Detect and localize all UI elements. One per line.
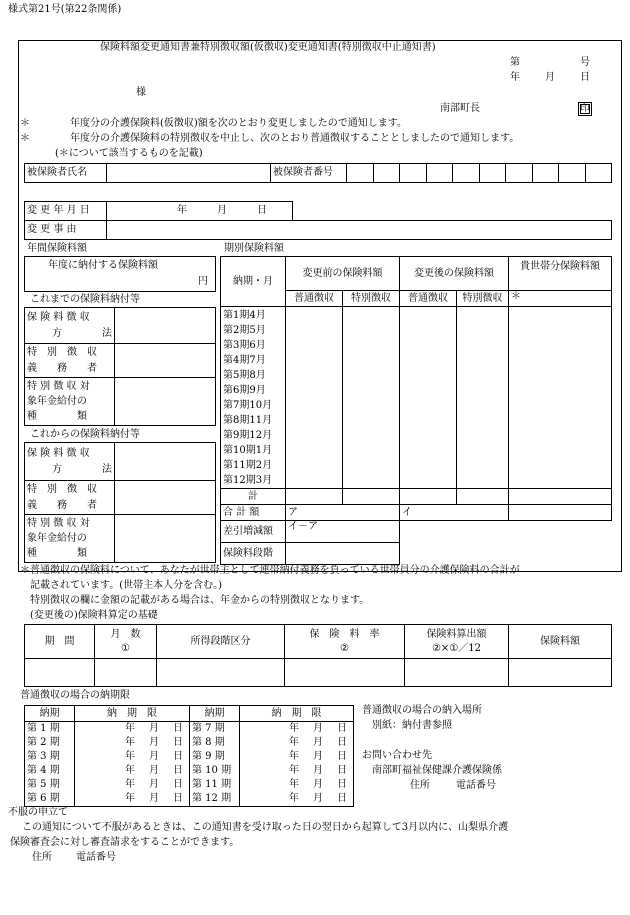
sum-household[interactable] — [509, 505, 612, 521]
due-date-d: 日 — [337, 779, 347, 790]
notice-note: (＊について該当するものを記載) — [55, 148, 203, 159]
notice2-mark: ＊ — [20, 133, 30, 144]
due-col-deadline: 納 期 限 — [75, 706, 190, 722]
change-date-label: 変 更 年 月 日 — [25, 202, 107, 221]
household-values[interactable] — [509, 307, 612, 489]
pay-place-label: 普通徴収の場合の納入場所 — [362, 705, 482, 716]
insured-name-field[interactable] — [107, 164, 271, 183]
footnote1b: 記載されています。(世帯主本人分を含む。) — [30, 580, 223, 591]
after-method-label: 保 険 料 徴 収 方 法 — [25, 443, 115, 481]
annual-label: 年間保険料額 — [27, 243, 87, 254]
due-right-periods: 第 7 期 第 8 期 第 9 期 第 10 期 第 11 期 第 12 期 — [190, 722, 240, 807]
annual-unit: 円 — [198, 276, 208, 287]
col-household-header: 貴世帯分保険料額 — [509, 257, 612, 291]
before-special-values[interactable] — [343, 307, 400, 489]
due-date-m: 月 — [149, 765, 159, 776]
total-cell[interactable] — [343, 489, 400, 505]
due-date-row — [77, 750, 187, 764]
due-date-y: 年 — [125, 723, 135, 734]
due-date-m: 月 — [313, 751, 323, 762]
total-cell[interactable] — [509, 489, 612, 505]
basis-period: 期 間 — [25, 625, 95, 659]
due-date-y: 年 — [289, 723, 299, 734]
due-date-row — [77, 792, 187, 806]
sum-i: イ — [400, 505, 509, 521]
contact-label: お問い合わせ先 — [362, 750, 432, 761]
due-date-d: 日 — [337, 737, 347, 748]
change-date-field[interactable] — [107, 202, 293, 221]
basis-months: 月 数 ① — [95, 625, 157, 659]
tier-label: 保険料段階 — [221, 543, 286, 565]
basis-income: 所得段階区分 — [157, 625, 285, 659]
due-date-row — [242, 764, 351, 778]
after-method-field[interactable] — [115, 443, 216, 481]
change-date-year: 年 — [177, 205, 187, 216]
after-obligor-label: 特 別 徴 収 義 務 者 — [25, 481, 115, 515]
notice2-text: 年度分の介護保険料の特別徴収を中止し、次のとおり普通徴収することとしましたので通知します。 — [70, 133, 520, 144]
due-date-m: 月 — [313, 779, 323, 790]
due-date-d: 日 — [337, 765, 347, 776]
insured-no-digit[interactable] — [585, 164, 612, 183]
date-month: 月 — [545, 72, 555, 83]
basis-cell[interactable] — [25, 659, 95, 687]
change-table — [24, 201, 612, 240]
footnote2: 特別徴収の欄に金額の記載がある場合は、年金からの特別徴収となります。 — [30, 595, 370, 606]
appeal-phone: 電話番号 — [76, 852, 116, 863]
basis-rate: 保 険 料 率 ② — [285, 625, 405, 659]
appeal-address: 住所 — [32, 852, 52, 863]
blank-cell — [400, 521, 612, 543]
insured-name-label: 被保険者氏名 — [25, 164, 107, 183]
blank-cell — [293, 202, 612, 221]
blank-cell — [400, 543, 612, 565]
diff-value: イ－ア — [286, 521, 400, 543]
due-date-y: 年 — [289, 737, 299, 748]
insured-no-digit[interactable] — [453, 164, 480, 183]
due-date-row — [242, 792, 351, 806]
col-after-header: 変更後の保険料額 — [400, 257, 509, 291]
due-date-row — [242, 736, 351, 750]
due-date-y: 年 — [289, 793, 299, 804]
due-left-dates[interactable] — [75, 722, 190, 807]
total-cell[interactable] — [400, 489, 457, 505]
due-date-d: 日 — [337, 751, 347, 762]
due-date-row — [242, 778, 351, 792]
before-method-label: 保 険 料 徴 収 方 法 — [25, 308, 115, 344]
sum-a: ア — [286, 505, 400, 521]
contact-dept: 南部町福祉保健課介護保険係 — [372, 765, 502, 776]
household-mark: ＊ — [509, 291, 612, 307]
appeal-text-1: この通知について不服があるときは、この通知書を受け取った日の翌日から起算して3月以内に、山梨県介護 — [22, 822, 509, 833]
basis-cell[interactable] — [95, 659, 157, 687]
total-cell[interactable] — [457, 489, 509, 505]
insured-no-digit[interactable] — [426, 164, 453, 183]
due-date-y: 年 — [125, 765, 135, 776]
due-date-d: 日 — [173, 751, 183, 762]
after-pension-label: 特 別 徴 収 対 象年金給付の 種 類 — [25, 515, 115, 563]
basis-cell[interactable] — [157, 659, 285, 687]
change-reason-label: 変 更 事 由 — [25, 221, 107, 240]
before-pension-label: 特 別 徴 収 対 象年金給付の 種 類 — [25, 378, 115, 426]
date-day: 日 — [580, 72, 590, 83]
appeal-label: 不服の申立て — [8, 807, 68, 818]
col-period-header: 納期・月 — [221, 257, 286, 307]
insured-no-digit[interactable] — [506, 164, 533, 183]
issuer: 南部町長 — [440, 103, 480, 114]
basis-calc: 保険料算出額 ②×①／12 — [405, 625, 509, 659]
basis-table — [24, 624, 612, 687]
after-normal-values[interactable] — [400, 307, 457, 489]
due-date-m: 月 — [149, 737, 159, 748]
before-table — [24, 307, 216, 426]
insured-table — [24, 163, 612, 183]
due-date-m: 月 — [149, 793, 159, 804]
basis-cell[interactable] — [285, 659, 405, 687]
due-date-row — [77, 736, 187, 750]
due-date-row — [77, 778, 187, 792]
insured-no-digit[interactable] — [479, 164, 506, 183]
notice1-text: 年度分の介護保険料(仮徴収)額を次のとおり変更しましたので通知します。 — [70, 118, 408, 129]
due-date-m: 月 — [149, 723, 159, 734]
due-col-period: 納期 — [25, 706, 75, 722]
after-special-values[interactable] — [457, 307, 509, 489]
insured-no-digit[interactable] — [373, 164, 400, 183]
before-obligor-label: 特 別 徴 収 義 務 者 — [25, 344, 115, 378]
due-date-y: 年 — [125, 751, 135, 762]
basis-cell[interactable] — [405, 659, 509, 687]
due-date-m: 月 — [313, 765, 323, 776]
change-reason-field[interactable] — [107, 221, 612, 240]
period-table — [220, 256, 612, 565]
after-obligor-field[interactable] — [115, 481, 216, 515]
date-year: 年 — [510, 72, 520, 83]
insured-no-label: 被保険者番号 — [271, 164, 347, 183]
due-date-row — [242, 750, 351, 764]
form-number: 様式第21号(第22条関係) — [8, 4, 122, 15]
change-date-month: 月 — [217, 205, 227, 216]
total-label: 計 — [221, 489, 286, 505]
insured-no-digit[interactable] — [347, 164, 374, 183]
pay-place-value: 別紙：納付書参照 — [372, 720, 452, 731]
due-date-y: 年 — [125, 779, 135, 790]
period-list: 第1期4月 第2期5月 第3期6月 第4期7月 第5期8月 第6期9月 第7期10月 第8期11月 第9期12月 第10期1月 第11期2月 第12期3月 — [221, 307, 286, 489]
col-before-special: 特別徴収 — [343, 291, 400, 307]
due-date-m: 月 — [149, 751, 159, 762]
before-pension-field[interactable] — [115, 378, 216, 426]
change-date-day: 日 — [257, 205, 267, 216]
insured-no-digit[interactable] — [559, 164, 586, 183]
due-date-m: 月 — [313, 793, 323, 804]
due-date-row — [242, 722, 351, 736]
basis-cell[interactable] — [509, 659, 612, 687]
contact-phone: 電話番号 — [456, 780, 496, 791]
due-date-row — [77, 764, 187, 778]
before-label: これまでの保険料納付等 — [30, 294, 140, 305]
document-title: 保険料額変更通知書兼特別徴収額(仮徴収)変更通知書(特別徴収中止通知書) — [100, 42, 436, 53]
addressee-sama: 様 — [136, 87, 146, 98]
due-left-periods: 第 1 期 第 2 期 第 3 期 第 4 期 第 5 期 第 6 期 — [25, 722, 75, 807]
col-after-special: 特別徴収 — [457, 291, 509, 307]
due-date-d: 日 — [173, 737, 183, 748]
annual-text: 年度に納付する保険料額 — [48, 260, 158, 271]
due-date-y: 年 — [125, 737, 135, 748]
due-date-d: 日 — [337, 793, 347, 804]
due-date-d: 日 — [337, 723, 347, 734]
notice1-mark: ＊ — [20, 118, 30, 129]
basis-label: (変更後の)保険料算定の基礎 — [30, 610, 158, 621]
due-date-d: 日 — [173, 765, 183, 776]
due-date-y: 年 — [125, 793, 135, 804]
number-go: 号 — [580, 57, 590, 68]
col-before-header: 変更前の保険料額 — [286, 257, 400, 291]
before-method-field[interactable] — [115, 308, 216, 344]
due-date-row — [77, 722, 187, 736]
due-date-d: 日 — [173, 793, 183, 804]
due-date-d: 日 — [173, 779, 183, 790]
due-date-y: 年 — [289, 751, 299, 762]
contact-address: 住所 — [410, 780, 430, 791]
seal-mark: 印 — [578, 102, 592, 116]
diff-label: 差引増減額 — [221, 521, 286, 543]
due-date-d: 日 — [173, 723, 183, 734]
due-date-m: 月 — [313, 723, 323, 734]
appeal-text-2: 保険審査会に対し審査請求をすることができます。 — [10, 837, 240, 848]
after-label: これからの保険料納付等 — [30, 429, 140, 440]
period-label: 期別保険料額 — [224, 243, 284, 254]
after-pension-field[interactable] — [115, 515, 216, 563]
col-after-normal: 普通徴収 — [400, 291, 457, 307]
before-normal-values[interactable] — [286, 307, 343, 489]
due-date-m: 月 — [313, 737, 323, 748]
insured-no-digit[interactable] — [400, 164, 427, 183]
due-date-m: 月 — [149, 779, 159, 790]
tier-field[interactable] — [286, 543, 400, 565]
footnote1: ＊普通徴収の保険料について、あなたが世帯主として連帯納付義務を負っている世帯員分の介護保険料の合計が — [20, 565, 520, 576]
insured-no-digit[interactable] — [532, 164, 559, 183]
number-dai: 第 — [510, 57, 520, 68]
total-cell[interactable] — [286, 489, 343, 505]
due-date-y: 年 — [289, 779, 299, 790]
due-col-period: 納期 — [190, 706, 240, 722]
due-col-deadline: 納 期 限 — [240, 706, 354, 722]
due-right-dates[interactable] — [240, 722, 354, 807]
before-obligor-field[interactable] — [115, 344, 216, 378]
sum-label: 合 計 額 — [221, 505, 286, 521]
after-table — [24, 442, 216, 563]
col-before-normal: 普通徴収 — [286, 291, 343, 307]
due-label: 普通徴収の場合の納期限 — [20, 690, 130, 701]
due-date-y: 年 — [289, 765, 299, 776]
due-table — [24, 705, 354, 807]
basis-fee: 保険料額 — [509, 625, 612, 659]
